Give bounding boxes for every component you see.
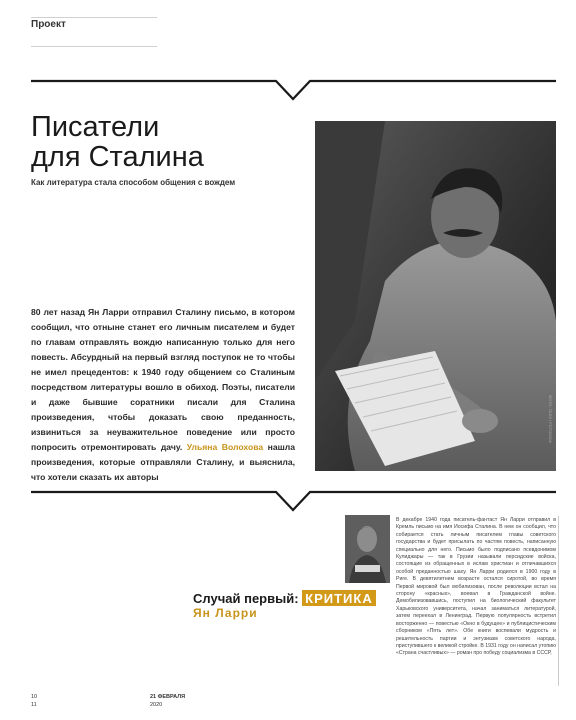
lead-paragraph xyxy=(31,305,295,485)
stalin-photo xyxy=(315,121,556,471)
lead-author: Ульяна Волохова xyxy=(186,442,264,452)
larri-portrait xyxy=(345,515,390,583)
case-tag: КРИТИКА xyxy=(302,590,376,606)
lead-text-1: 80 лет назад Ян Ларри отправил Сталину письмо, в котором сообщил, что отныне станет его личным писателем и будет по главам отправлять вождю написанную только для него повесть. Абсурдный на первый взгляд поступок не то чтобы не имел прецедентов: к 1940 году общением со Сталиным посредством литературы вошло в обиход. Поэты, писатели и даже бывшие соратники писали для Сталина произведения, чтобы доказать свою преданность, извиниться за неуважительное поведение или просто попросить отремонтировать дачу. xyxy=(31,307,295,452)
chevron-divider-2 xyxy=(31,490,556,516)
title-line-2: для Сталина xyxy=(31,141,204,173)
issue-date-year: 2020 xyxy=(150,702,163,708)
column-divider xyxy=(558,516,559,686)
chevron-divider xyxy=(31,79,556,105)
photo-credit: ФОТО: TASS / FOTODOM xyxy=(548,395,553,443)
case-body: В декабре 1940 года писатель-фантаст Ян Ларри отправил в Кремль письмо на имя Иосифа Сталина. В нем он сообщил, что собирается стать личным писателем главы советского государства и будет присылать по частям повесть, написанную специально для него. Письмо было подписано псевдонимом Кулиджары — так в Грузии называли персидские войска, состоящие из обращенных в ислам христиан и отличавшихся особой преданностью шаху. Ян Ларри родился в 1900 году в Риге. В девятилетнем возрасте остался сиротой, во время Первой мировой был мобилизован, после революции встал на сторону «красных», воевал в Гражданской войне. Демобилизовавшись, поступил на биологический факультет Харьковского университета, начал заниматься литературой, затем переехал в Ленинград. Первую популярность встретил восторженно — повестью «Окно в будущее» и публицистическим сборником «Пять лет». Обе книги воспевали мудрость и решительность партии и энтузиазм советского народа, приступившего к великой стройке. В 1931 году он написал утопию «Страна счастливых» — роман про победу социализма в СССР, xyxy=(396,517,556,657)
title-line-1: Писатели xyxy=(31,111,160,143)
issue-date-day: 21 ФЕВРАЛЯ xyxy=(150,694,186,700)
case-heading xyxy=(193,591,376,606)
top-rule xyxy=(31,17,157,18)
section-rule xyxy=(31,46,157,47)
article-title xyxy=(31,112,291,172)
case-author: Ян Ларри xyxy=(193,606,258,620)
lead-text-2: нашла произведения, которые отправляли Сталину, и выяснила, что хотели сказать их авторы xyxy=(31,442,296,482)
issue-date xyxy=(150,693,185,709)
section-label: Проект xyxy=(31,19,66,30)
case-heading-prefix: Случай первый: xyxy=(193,591,299,606)
page-number-right: 11 xyxy=(31,702,37,708)
article-subtitle: Как литература стала способом общения с вождем xyxy=(31,178,236,187)
page-number-left: 10 xyxy=(31,694,38,700)
page-numbers xyxy=(31,693,37,709)
